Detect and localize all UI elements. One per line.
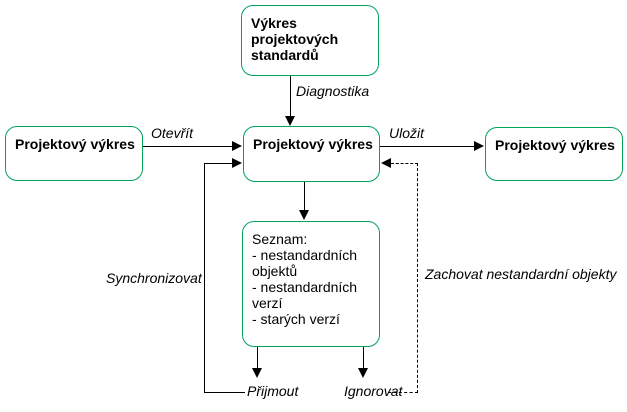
arrowhead-right-icon	[474, 141, 484, 151]
edge-label-otevrit: Otevřít	[151, 125, 194, 141]
node-project-drawing-source	[5, 126, 143, 181]
node-project-drawing-saved	[485, 127, 623, 181]
node-label: Projektový výkres	[15, 136, 135, 152]
edge-label-prijmout: Přijmout	[247, 383, 299, 399]
node-project-standards-drawing	[241, 5, 379, 76]
node-label: Výkres projektových standardů	[251, 15, 339, 63]
arrowhead-left-icon	[381, 158, 391, 168]
connector-to-list-line	[304, 182, 305, 211]
edge-label-synchronizovat: Synchronizovat	[106, 270, 202, 286]
arrowhead-right-icon	[232, 141, 242, 151]
edge-label-zachovat-nestandardni-objekty: Zachovat nestandardní objekty	[425, 266, 617, 282]
arrowhead-down-icon	[299, 210, 309, 220]
node-nonstandard-list	[242, 221, 380, 347]
edge-label-diagnostika: Diagnostika	[296, 83, 370, 99]
connector-otevrit-line	[143, 146, 233, 147]
arrowhead-down-icon	[252, 368, 262, 378]
connector-diagnostika-line	[290, 76, 291, 117]
node-project-drawing-working	[243, 126, 380, 182]
list-item: - starých verzí	[252, 311, 340, 327]
edge-label-ulozit: Uložit	[389, 125, 425, 141]
connector-zachovat-vertical-dashed-line	[417, 163, 418, 393]
edge-label-ignorovat: Ignorovat	[344, 383, 403, 399]
connector-synchronizovat-top-line	[204, 163, 233, 164]
connector-prijmout-line	[257, 347, 258, 369]
node-label: Projektový výkres	[495, 137, 615, 153]
connector-ulozit-line	[380, 146, 475, 147]
list-item: - nestandardních verzí	[252, 279, 358, 311]
arrowhead-down-icon	[285, 116, 295, 126]
node-label: Projektový výkres	[253, 136, 373, 152]
connector-synchronizovat-bottom-line	[204, 392, 245, 393]
connector-synchronizovat-vertical-line	[204, 163, 205, 393]
arrowhead-down-icon	[358, 368, 368, 378]
connector-ignorovat-line	[363, 347, 364, 369]
list-title: Seznam:	[252, 231, 308, 247]
arrowhead-right-icon	[232, 158, 242, 168]
connector-zachovat-top-dashed-line	[391, 163, 418, 164]
list-item: - nestandardních objektů	[252, 247, 358, 279]
